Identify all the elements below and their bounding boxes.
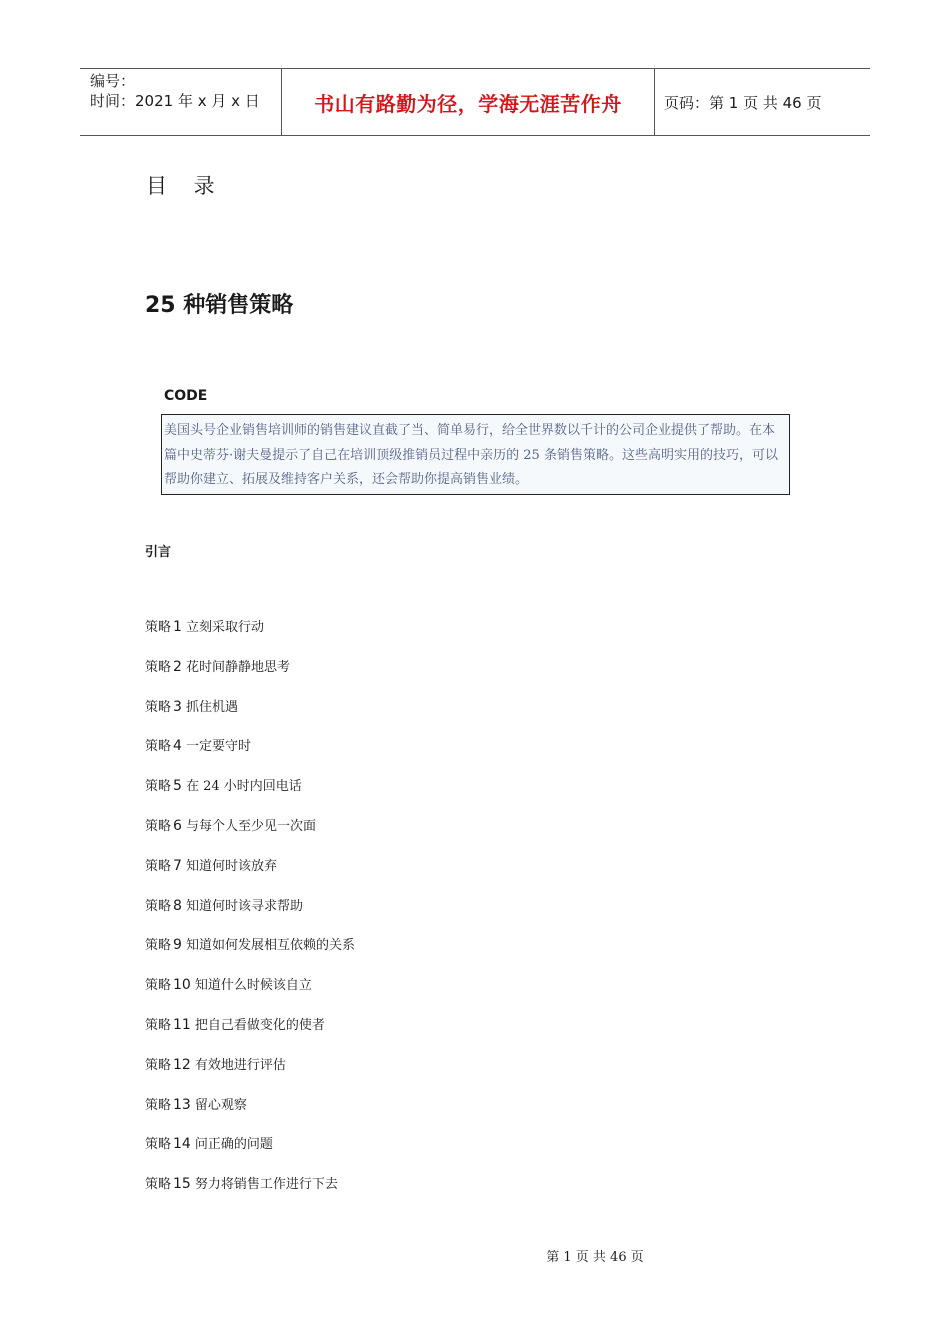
strategy-title: 与每个人至少见一次面 (185, 818, 316, 834)
strategy-number: 12 (173, 1056, 191, 1073)
strategy-number: 1 (173, 619, 182, 635)
strategy-item (145, 1134, 355, 1174)
strategy-title: 抓住机遇 (185, 699, 238, 715)
strategy-prefix: 策略 (145, 739, 172, 755)
strategy-prefix: 策略 (145, 699, 172, 715)
header-page-info: 页码：第 1 页 共 46 页 (664, 93, 822, 112)
strategy-title: 知道何时该寻求帮助 (185, 898, 303, 914)
header-meta (80, 69, 281, 135)
strategy-item (145, 617, 355, 657)
strategy-item (145, 1174, 355, 1214)
strategy-title: 努力将销售工作进行下去 (194, 1177, 338, 1193)
strategy-prefix: 策略 (145, 779, 172, 795)
strategy-title: 把自己看做变化的使者 (194, 1017, 325, 1033)
strategy-title: 有效地进行评估 (194, 1057, 286, 1073)
strategy-prefix: 策略 (145, 858, 172, 874)
strategy-number: 13 (173, 1096, 191, 1113)
strategy-prefix: 策略 (145, 978, 172, 994)
strategy-prefix: 策略 (145, 1017, 172, 1033)
strategy-number: 7 (173, 857, 182, 874)
page-footer: 第 1 页 共 46 页 (546, 1250, 644, 1265)
code-label: CODE (164, 388, 208, 404)
strategy-number: 6 (173, 817, 182, 834)
toc-heading: 目 录 (146, 174, 225, 198)
strategy-number: 3 (173, 698, 182, 715)
strategy-number: 8 (173, 897, 182, 914)
strategy-title: 知道什么时候该自立 (194, 978, 312, 994)
code-summary-box: 美国头号企业销售培训师的销售建议直截了当、简单易行，给全世界数以千计的公司企业提供了帮助。在本篇中史蒂芬·谢夫曼提示了自己在培训顶级推销员过程中亲历的 25 条销售策略。这些高明实用的技巧，可以帮助你建立、拓展及维持客户关系，还会帮助你提高销售业绩。 (161, 414, 790, 495)
strategy-prefix: 策略 (145, 659, 172, 675)
strategy-item (145, 657, 355, 697)
strategy-item (145, 935, 355, 975)
strategy-title: 花时间静静地思考 (185, 659, 290, 675)
intro-heading: 引言 (145, 545, 172, 560)
strategy-prefix: 策略 (145, 938, 172, 954)
strategy-number: 2 (173, 658, 182, 675)
document-date: 时间：2021 年 x 月 x 日 (90, 92, 260, 110)
strategy-title: 在 24 小时内回电话 (185, 779, 302, 795)
strategy-item (145, 1095, 355, 1135)
strategy-item (145, 896, 355, 936)
strategy-item (145, 856, 355, 896)
strategy-number: 4 (173, 738, 182, 755)
page-header (80, 68, 870, 136)
strategy-prefix: 策略 (145, 620, 172, 635)
header-motto: 书山有路勤为径，学海无涯苦作舟 (281, 69, 655, 135)
strategy-prefix: 策略 (145, 1097, 172, 1113)
strategy-number: 15 (173, 1176, 191, 1193)
strategy-prefix: 策略 (145, 1137, 172, 1153)
strategy-list (145, 617, 355, 1214)
strategy-item (145, 816, 355, 856)
strategy-item (145, 1015, 355, 1055)
strategy-number: 5 (173, 778, 182, 795)
strategy-title: 留心观察 (194, 1097, 247, 1113)
strategy-prefix: 策略 (145, 818, 172, 834)
strategy-item (145, 736, 355, 776)
strategy-title: 问正确的问题 (194, 1137, 273, 1153)
strategy-number: 11 (173, 1016, 191, 1033)
document-title: 25 种销售策略 (145, 293, 294, 318)
document-number: 编号： (90, 72, 136, 90)
strategy-item (145, 697, 355, 737)
strategy-item (145, 776, 355, 816)
strategy-prefix: 策略 (145, 1057, 172, 1073)
strategy-number: 10 (173, 977, 191, 994)
strategy-prefix: 策略 (145, 898, 172, 914)
strategy-number: 14 (173, 1136, 191, 1153)
strategy-item (145, 1055, 355, 1095)
strategy-title: 知道如何发展相互依赖的关系 (185, 938, 355, 954)
strategy-number: 9 (173, 937, 182, 954)
strategy-item (145, 975, 355, 1015)
strategy-title: 一定要守时 (185, 739, 251, 755)
strategy-title: 知道何时该放弃 (185, 858, 277, 874)
strategy-title: 立刻采取行动 (185, 620, 264, 635)
strategy-prefix: 策略 (145, 1177, 172, 1193)
